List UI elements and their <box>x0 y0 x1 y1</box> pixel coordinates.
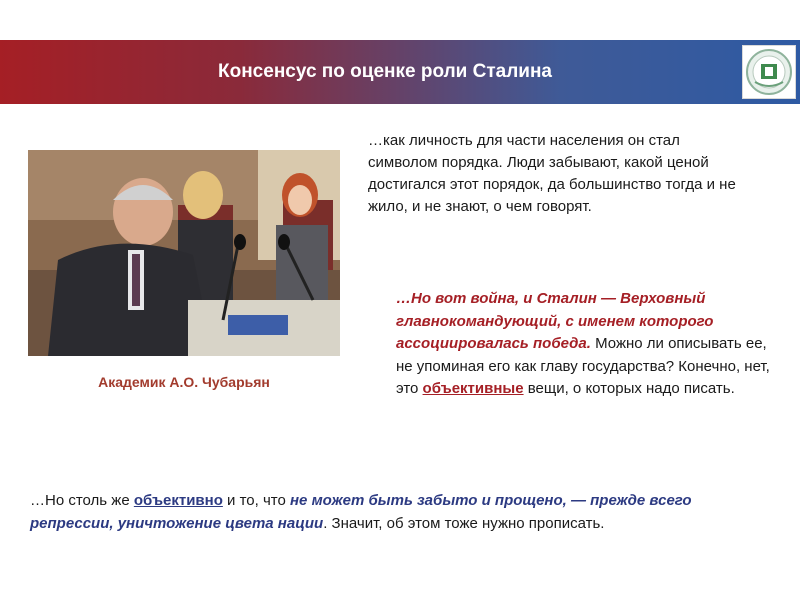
quote-3-text-3: . Значит, об этом тоже нужно прописать. <box>323 515 605 532</box>
quote-2-emphasis: …Но вот война, и Сталин — Верховный главнокомандующий, с именем которого ассоциировалась победа. <box>396 290 714 352</box>
title-banner <box>0 40 800 104</box>
quote-3-text-2: и то, что <box>222 492 290 509</box>
slide-title: Консенсус по оценке роли Сталина <box>218 61 552 82</box>
quote-1-text: …как личность для части населения он стал символом порядка. Люди забывают, какой ценой достигался этот порядок, да большинство тогда и не жило, и не знают, о чем говорят. <box>368 132 736 215</box>
quote-3-emphasis: не может быть забыто и прощено, — прежде всего репрессии, уничтожение цвета нации <box>30 492 692 532</box>
quote-3-underlined: объективно <box>133 492 223 509</box>
meeting-photo <box>28 150 340 356</box>
quote-1 <box>368 130 748 218</box>
logo <box>742 45 796 99</box>
quote-3 <box>30 489 770 535</box>
quote-2-underlined: объективные <box>422 380 524 397</box>
quote-3-text-1: …Но столь же <box>30 492 134 509</box>
quote-2 <box>396 288 781 401</box>
institution-emblem-icon <box>743 46 795 98</box>
photo-caption: Академик А.О. Чубарьян <box>98 374 270 390</box>
quote-2-text-1: Можно ли описывать ее, не упоминая его как главу государства? Конечно, нет, это <box>396 335 770 397</box>
quote-2-text-2: вещи, о которых надо писать. <box>523 380 735 397</box>
